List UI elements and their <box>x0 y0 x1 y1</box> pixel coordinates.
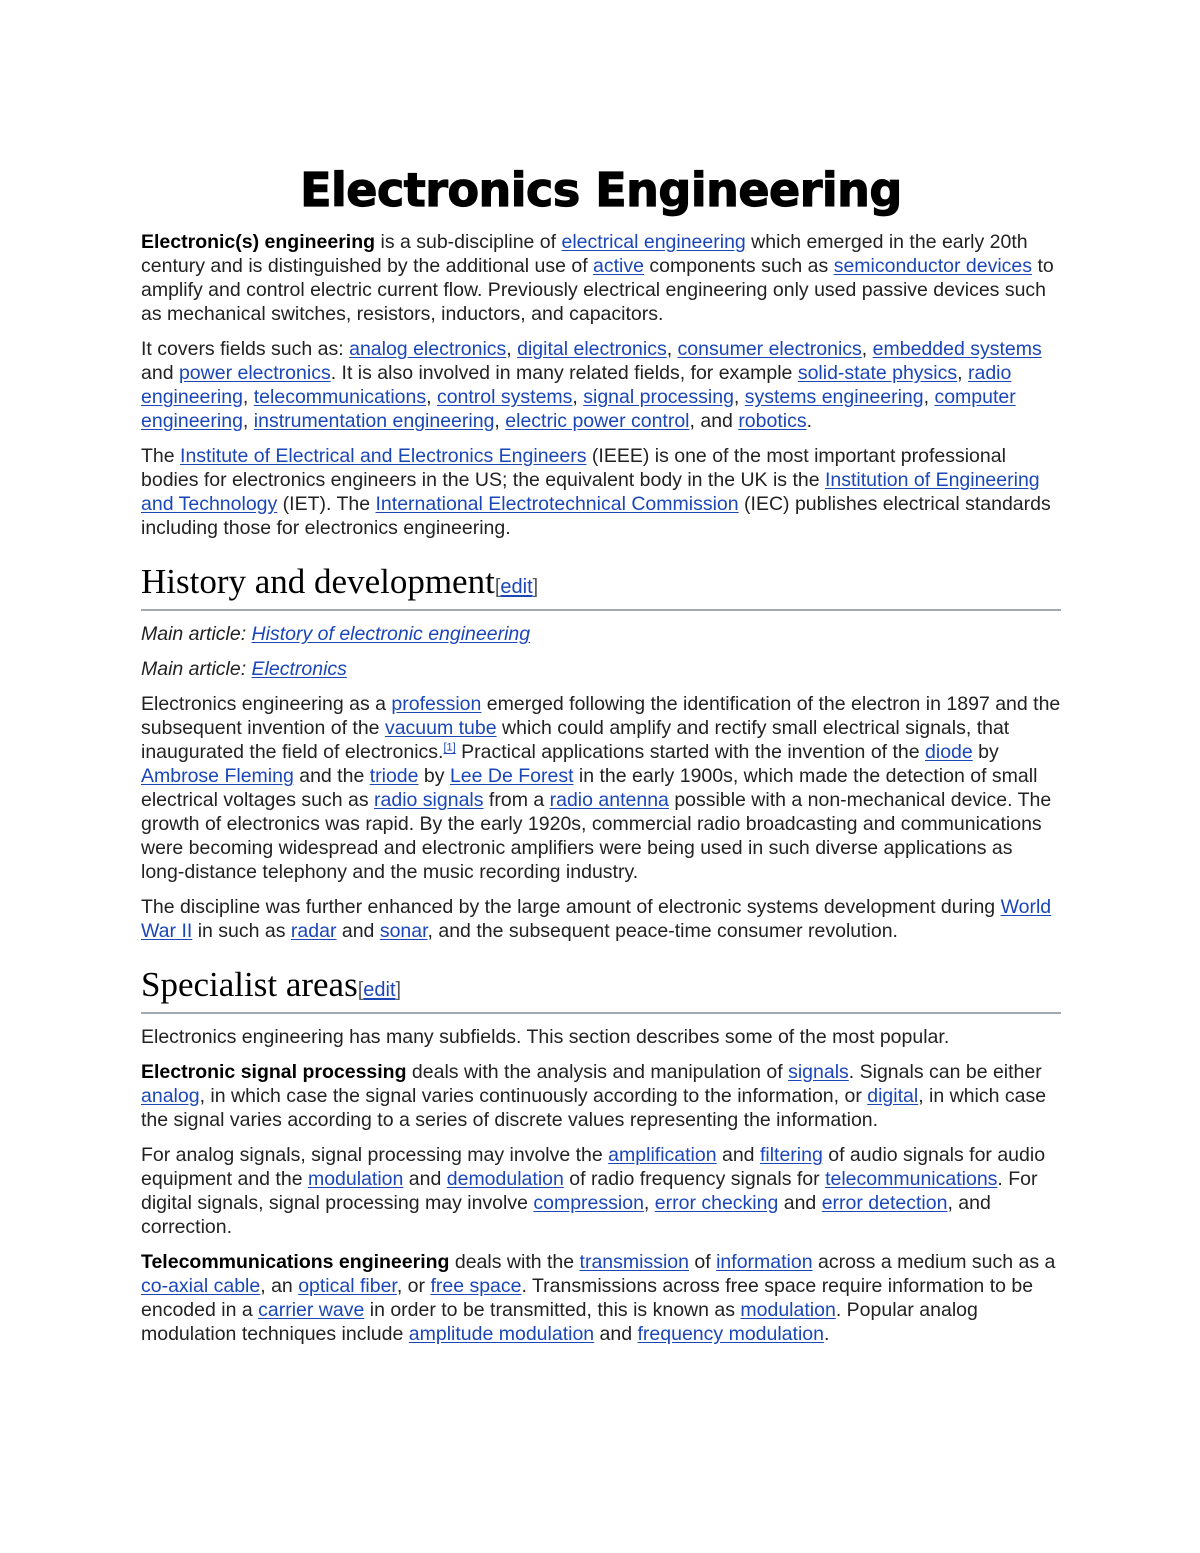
link-radio-antenna[interactable]: radio antenna <box>549 789 669 811</box>
link-international-electrotechnical-commission[interactable]: International Electrotechnical Commission <box>375 493 739 515</box>
citation-ref <box>443 742 455 754</box>
edit-bracket-open: [ <box>357 979 364 1001</box>
text-run: deals with the <box>449 1251 580 1273</box>
link-demodulation[interactable]: demodulation <box>446 1168 564 1190</box>
bold-term: Telecommunications engineering <box>141 1251 450 1273</box>
text-run: components such as <box>644 255 834 277</box>
text-run: , <box>242 386 254 408</box>
text-run: possible with a non-mechanical device. The growth of electronics was rapid. By the early 1920s, commercial radio broadcasting and communications were becoming widespread and electronic amplifiers were being used in such diverse applications as long-distance telephony and the music recording industry. <box>141 789 1052 883</box>
text-run: which could amplify and rectify small electrical signals, that inaugurated the field of electronics. <box>141 717 1010 763</box>
text-run: (IEEE) is one of the most important professional bodies for electronics engineers in the US; the equivalent body in the UK is the <box>141 445 1006 491</box>
text-run: , in which case the signal varies continuously according to the information, or <box>199 1085 868 1107</box>
link-control-systems[interactable]: control systems <box>436 386 573 408</box>
text-run: , and correction. <box>141 1192 991 1238</box>
text-run: , an <box>260 1275 299 1297</box>
edit-section-wrapper <box>495 576 538 598</box>
text-run: in the early 1900s, which made the detection of small electrical voltages such as <box>141 765 1038 811</box>
paragraph <box>141 337 1061 433</box>
edit-section-link[interactable]: edit <box>363 979 396 1001</box>
link-electronics[interactable]: Electronics <box>251 658 347 680</box>
link-digital-electronics[interactable]: digital electronics <box>517 338 667 360</box>
text-run: in order to be transmitted, this is known as <box>364 1299 741 1321</box>
text-run: , and the subsequent peace-time consumer revolution. <box>427 920 898 942</box>
link-institution-of-engineering-and-technology[interactable]: Institution of Engineering and Technology <box>141 469 1040 515</box>
text-run: , <box>861 338 873 360</box>
link-institute-of-electrical-and-electronics-engineers[interactable]: Institute of Electrical and Electronics Engineers <box>180 445 587 467</box>
intro-section <box>141 230 1061 540</box>
text-run: , in which case the signal varies according to a series of discrete values representing the information. <box>141 1085 1047 1131</box>
link-modulation[interactable]: modulation <box>307 1168 404 1190</box>
link-instrumentation-engineering[interactable]: instrumentation engineering <box>253 410 495 432</box>
paragraph <box>141 692 1061 884</box>
link-co-axial-cable[interactable]: co-axial cable <box>141 1275 261 1297</box>
section-heading-specialist-areas <box>141 965 1061 1014</box>
section-heading-history-and-development <box>141 562 1061 611</box>
link-amplitude-modulation[interactable]: amplitude modulation <box>408 1323 595 1345</box>
bold-term: Electronic(s) engineering <box>141 231 376 253</box>
edit-bracket-close: ] <box>395 979 402 1001</box>
link-radio-engineering[interactable]: radio engineering <box>141 362 1012 408</box>
link-profession[interactable]: profession <box>391 693 482 715</box>
link-robotics[interactable]: robotics <box>738 410 807 432</box>
edit-bracket-close: ] <box>532 576 539 598</box>
text-run: of <box>688 1251 717 1273</box>
link-vacuum-tube[interactable]: vacuum tube <box>384 717 497 739</box>
link-frequency-modulation[interactable]: frequency modulation <box>637 1323 824 1345</box>
text-run: , or <box>396 1275 431 1297</box>
paragraph <box>141 1143 1061 1239</box>
text-run: , <box>923 386 935 408</box>
text-run: and <box>594 1323 638 1345</box>
edit-section-wrapper <box>358 979 401 1001</box>
link-computer-engineering[interactable]: computer engineering <box>141 386 1016 432</box>
link-analog[interactable]: analog <box>141 1085 200 1107</box>
text-run: The <box>141 445 181 467</box>
text-run: which emerged in the early 20th century and is distinguished by the additional use of <box>141 231 1028 277</box>
link-information[interactable]: information <box>716 1251 813 1273</box>
hatnote-main-article <box>141 622 1061 646</box>
text-run: and the <box>293 765 370 787</box>
text-run: to amplify and control electric current flow. Previously electrical engineering only used passive devices such as mechanical switches, resistors, inductors, and capacitors. <box>141 255 1054 325</box>
link-filtering[interactable]: filtering <box>759 1144 823 1166</box>
text-run: and <box>141 362 179 384</box>
link-electric-power-control[interactable]: electric power control <box>505 410 690 432</box>
link-modulation[interactable]: modulation <box>740 1299 836 1321</box>
text-run: (IET). The <box>277 493 376 515</box>
text-run: . <box>823 1323 830 1345</box>
text-run: It covers fields such as: <box>141 338 350 360</box>
text-run: and <box>336 920 380 942</box>
text-run: (IEC) publishes electrical standards including those for electronics engineering. <box>141 493 1051 539</box>
text-run: of audio signals for audio equipment and the <box>141 1144 1046 1190</box>
text-run: , <box>572 386 584 408</box>
link-semiconductor-devices[interactable]: semiconductor devices <box>833 255 1033 277</box>
paragraph <box>141 1250 1061 1346</box>
link-sonar[interactable]: sonar <box>379 920 428 942</box>
link-telecommunications[interactable]: telecommunications <box>253 386 427 408</box>
link-embedded-systems[interactable]: embedded systems <box>872 338 1042 360</box>
link-radar[interactable]: radar <box>290 920 337 942</box>
link-world-war-ii[interactable]: World War II <box>141 896 1052 942</box>
link-systems-engineering[interactable]: systems engineering <box>744 386 924 408</box>
link-amplification[interactable]: amplification <box>608 1144 717 1166</box>
text-run: and <box>403 1168 447 1190</box>
link-transmission[interactable]: transmission <box>579 1251 689 1273</box>
text-run: , <box>643 1192 655 1214</box>
text-run: , <box>494 410 506 432</box>
text-run: , <box>666 338 678 360</box>
link-lee-de-forest[interactable]: Lee De Forest <box>449 765 574 787</box>
text-run: of radio frequency signals for <box>563 1168 826 1190</box>
text-run: . It is also involved in many related fields, for example <box>330 362 798 384</box>
text-run: deals with the analysis and manipulation of <box>406 1061 789 1083</box>
text-run: , <box>506 338 518 360</box>
link-history-of-electronic-engineering[interactable]: History of electronic engineering <box>251 623 531 645</box>
link-signal-processing[interactable]: signal processing <box>583 386 734 408</box>
text-run: Electronics engineering has many subfields. This section describes some of the most popular. <box>141 1026 950 1048</box>
article <box>141 160 1061 1357</box>
text-run: Electronics engineering as a <box>141 693 392 715</box>
text-run: and <box>716 1144 760 1166</box>
text-run: by <box>418 765 450 787</box>
link-signals[interactable]: signals <box>788 1061 849 1083</box>
edit-bracket-open: [ <box>494 576 501 598</box>
paragraph <box>141 230 1061 326</box>
citation-link[interactable]: [1] <box>443 741 456 754</box>
edit-section-link[interactable]: edit <box>500 576 533 598</box>
bold-term: Electronic signal processing <box>141 1061 407 1083</box>
link-analog-electronics[interactable]: analog electronics <box>349 338 507 360</box>
text-run: Practical applications started with the invention of the <box>455 741 926 763</box>
text-run: from a <box>483 789 550 811</box>
link-active[interactable]: active <box>593 255 644 277</box>
link-solid-state-physics[interactable]: solid-state physics <box>797 362 958 384</box>
section-heading-text: History and development <box>141 562 495 601</box>
text-run: , and <box>689 410 739 432</box>
text-run: Main article: <box>141 658 252 680</box>
text-run: across a medium such as a <box>812 1251 1056 1273</box>
link-electrical-engineering[interactable]: electrical engineering <box>561 231 746 253</box>
link-diode[interactable]: diode <box>925 741 973 763</box>
text-run: , <box>733 386 745 408</box>
hatnote-main-article <box>141 657 1061 681</box>
link-carrier-wave[interactable]: carrier wave <box>258 1299 365 1321</box>
text-run: in such as <box>192 920 291 942</box>
link-digital[interactable]: digital <box>867 1085 919 1107</box>
text-run: , <box>426 386 437 408</box>
page-title: Electronics Engineering <box>300 163 902 217</box>
paragraph <box>141 1025 1061 1049</box>
link-consumer-electronics[interactable]: consumer electronics <box>677 338 862 360</box>
text-run: and <box>778 1192 822 1214</box>
text-run: is a sub-discipline of <box>375 231 562 253</box>
link-telecommunications[interactable]: telecommunications <box>825 1168 998 1190</box>
link-free-space[interactable]: free space <box>430 1275 522 1297</box>
paragraph <box>141 444 1061 540</box>
text-run: by <box>972 741 999 763</box>
text-run: . <box>806 410 813 432</box>
text-run: , <box>242 410 254 432</box>
link-radio-signals[interactable]: radio signals <box>374 789 484 811</box>
paragraph <box>141 895 1061 943</box>
paragraph <box>141 1060 1061 1132</box>
text-run: emerged following the identification of the electron in 1897 and the subsequent invention of the <box>141 693 1061 739</box>
text-run: , <box>957 362 968 384</box>
link-error-detection[interactable]: error detection <box>821 1192 948 1214</box>
text-run: . Popular analog modulation techniques include <box>141 1299 978 1345</box>
link-power-electronics[interactable]: power electronics <box>178 362 331 384</box>
text-run: Main article: <box>141 623 252 645</box>
text-run: . Signals can be either <box>848 1061 1042 1083</box>
link-triode[interactable]: triode <box>369 765 419 787</box>
link-compression[interactable]: compression <box>533 1192 644 1214</box>
link-error-checking[interactable]: error checking <box>654 1192 779 1214</box>
text-run: For analog signals, signal processing may involve the <box>141 1144 609 1166</box>
text-run: . For digital signals, signal processing may involve <box>141 1168 1038 1214</box>
link-ambrose-fleming[interactable]: Ambrose Fleming <box>141 765 294 787</box>
article-sections <box>141 562 1061 1346</box>
text-run: The discipline was further enhanced by the large amount of electronic systems development during <box>141 896 1001 918</box>
section-heading-text: Specialist areas <box>141 965 358 1004</box>
link-optical-fiber[interactable]: optical fiber <box>298 1275 397 1297</box>
text-run: . Transmissions across free space require information to be encoded in a <box>141 1275 1034 1321</box>
